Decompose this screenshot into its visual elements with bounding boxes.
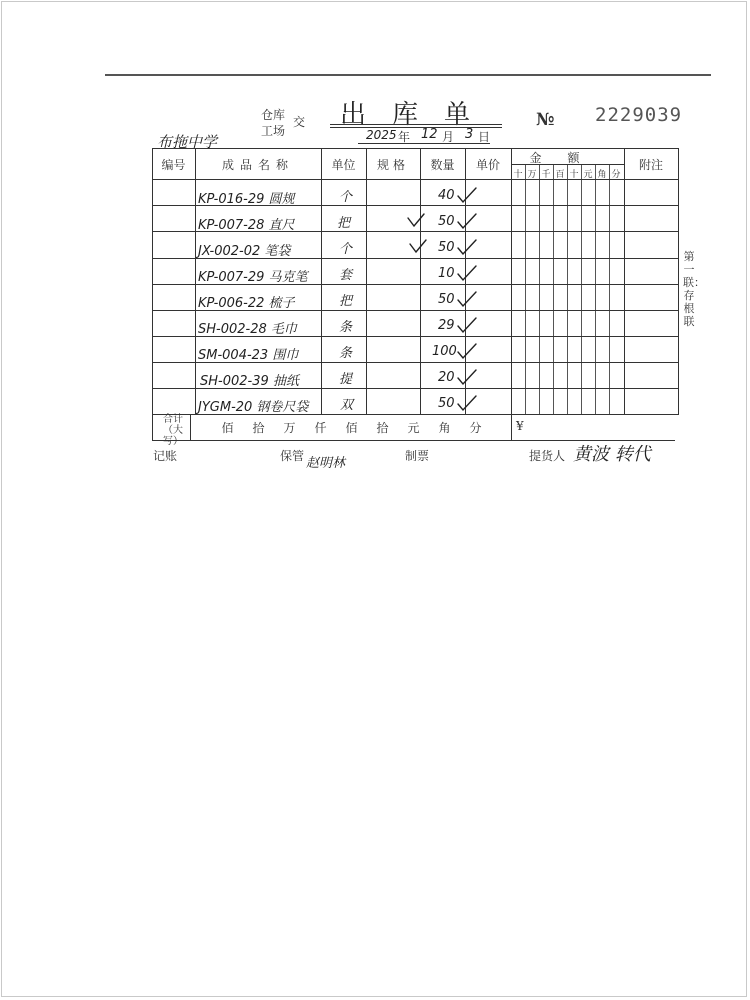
row-unit: 条	[339, 346, 353, 361]
check-mark-icon	[410, 240, 426, 252]
row-qty: 40	[438, 188, 455, 203]
header-remark: 附注	[638, 158, 663, 172]
copy-label-vertical: 第一联：存根联	[683, 250, 705, 328]
check-mark-icon	[458, 240, 476, 254]
row-qty: 20	[438, 370, 455, 385]
header-price: 单价	[475, 158, 500, 172]
side-label-factory: 工场	[261, 124, 286, 138]
check-mark-icon	[458, 214, 476, 228]
digit-label: 百	[555, 170, 565, 180]
total-units: 佰 拾 万 仟 佰 拾 元 角 分	[221, 421, 482, 435]
row-unit: 把	[337, 216, 351, 231]
check-mark-icon	[458, 396, 476, 410]
row-qty: 50	[438, 396, 455, 411]
footer-bookkeeping: 记账	[153, 449, 178, 463]
goods-table	[152, 148, 679, 447]
row-product: JX-002-02 笔袋	[198, 244, 291, 259]
header-product: 成品名称	[221, 158, 294, 172]
check-mark-icon	[458, 292, 476, 306]
date-year-char: 年	[398, 130, 411, 144]
row-qty: 50	[438, 292, 455, 307]
table-border-bottom	[152, 440, 511, 441]
row-product: KP-016-29 圆规	[198, 192, 295, 207]
side-label-deliver: 交	[293, 115, 306, 129]
row-unit: 提	[339, 372, 353, 387]
row-product: JYGM-20 钢卷尺袋	[198, 400, 309, 415]
digit-label: 万	[527, 170, 537, 180]
custodian-signature: 赵明林	[306, 456, 346, 471]
date-year: 2025	[366, 128, 397, 142]
top-rule	[105, 74, 711, 76]
row-product: KP-007-28 直尺	[198, 218, 295, 233]
row-product: SM-004-23 围巾	[198, 348, 299, 363]
date-day-char: 日	[478, 130, 491, 144]
row-unit: 双	[340, 398, 354, 413]
date-day: 3	[465, 127, 474, 142]
footer-prepared: 制票	[405, 449, 430, 463]
title-underline-2	[330, 127, 502, 128]
row-qty: 29	[438, 318, 455, 333]
row-unit: 套	[339, 268, 353, 283]
header-number: 编号	[161, 158, 186, 172]
header-unit: 单位	[331, 158, 356, 172]
row-unit: 把	[339, 294, 353, 309]
digit-label: 十	[569, 170, 579, 180]
total-divider	[190, 414, 191, 440]
date-underline	[358, 143, 490, 144]
footer-custodian: 保管	[280, 449, 305, 463]
check-mark-icon	[458, 266, 476, 280]
receiver-signature: 黄波 转代	[573, 444, 651, 465]
row-qty: 10	[438, 266, 455, 281]
page-title: 出库单	[340, 100, 497, 130]
check-marks	[152, 148, 679, 440]
side-label-warehouse: 仓库	[261, 108, 286, 122]
serial-number: 2229039	[595, 104, 683, 126]
digit-label: 角	[597, 170, 607, 180]
row-qty: 50	[438, 240, 455, 255]
check-mark-icon	[458, 370, 476, 384]
date-month-char: 月	[442, 130, 455, 144]
header-qty: 数量	[430, 158, 455, 172]
header-spec: 规格	[376, 158, 409, 172]
row-product: KP-007-29 马克笔	[198, 270, 308, 285]
number-label: №	[536, 110, 555, 130]
check-mark-icon	[408, 214, 424, 226]
row-unit: 条	[339, 320, 353, 335]
digit-label: 十	[513, 170, 523, 180]
date-month: 12	[421, 127, 438, 142]
digit-label: 千	[541, 170, 551, 180]
check-mark-icon	[458, 188, 476, 202]
row-unit: 个	[339, 190, 353, 205]
row-product: SH-002-39 抽纸	[200, 374, 299, 389]
digit-label: 元	[583, 170, 593, 180]
check-mark-icon	[458, 318, 476, 332]
header-amount: 金额	[529, 151, 606, 165]
row-product: SH-002-28 毛巾	[198, 322, 297, 337]
total-label: 合计 （大写）	[163, 414, 183, 447]
digit-label: 分	[611, 170, 621, 180]
row-product: KP-006-22 梳子	[198, 296, 295, 311]
row-qty: 50	[438, 214, 455, 229]
row-qty: 100	[432, 344, 457, 359]
recipient-handwritten: 布拖中学	[157, 133, 218, 151]
check-mark-icon	[458, 344, 476, 358]
footer-receiver: 提货人	[529, 449, 566, 463]
title-underline	[330, 124, 502, 125]
yen-symbol: ¥	[516, 419, 524, 433]
row-unit: 个	[339, 242, 353, 257]
